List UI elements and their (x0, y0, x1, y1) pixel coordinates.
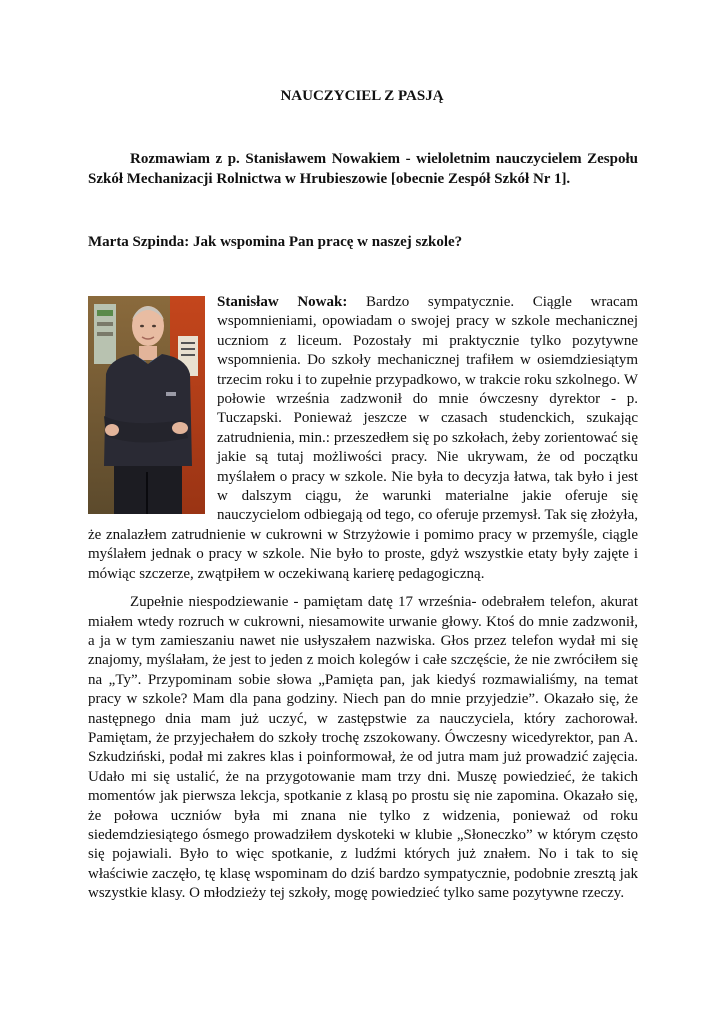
teacher-photo (88, 296, 205, 514)
interview-question: Marta Szpinda: Jak wspomina Pan pracę w naszej szkole? (88, 234, 463, 250)
document-title: NAUCZYCIEL Z PASJĄ (280, 88, 444, 104)
speaker-label: Stanisław Nowak: (217, 294, 348, 310)
answer-paragraph-1: Bardzo sympatycznie. Ciągle wracam wspomnieniami, opowiadam o swojej pracy w szkole mechanicznej uczniom z liceum. Pozostały mi praktycznie tylko pozytywne wspomnienia. Do szkoły mechanicznej trafiłem w osiemdziesiątym trzecim roku i to zupełnie przypadkowo, w trakcie roku szkolnego. W połowie września zadzwonił do mnie ówczesny dyrektor - p. Tuczapski. Ponieważ jeszcze w czasach studenckich, szukając zatrudnienia, min.: przeszedłem się po szkołach, żeby zorientować się jakie są tutaj możliwości pracy. Nie ukrywam, że od początku myślałem o pracy w szkole. Nie była to decyzja łatwa, tak było i jest w dalszym ciągu, że warunki materialne jakie oferuje się nauczycielom odbiegają od tego, co oferuje przemysł. Tak się złożyła, że znalazłem zatrudnienie w cukrowni w Strzyżowie i pomimo pracy w przemyśle, ciągle myślałem jednak o pracy w szkole. Nie było to proste, gdyż wszystkie etaty były zajęte i mówiąc szczerze, zwątpiłem w oczekiwaną karierę pedagogiczną. (88, 294, 639, 582)
answer-paragraph-2: Zupełnie niespodziewanie - pamiętam datę 17 września- odebrałem telefon, akurat miałem wtedy rozruch w cukrowni, niesamowite urwanie głowy. Ktoś do mnie zadzwonił, a ja w tym zamieszaniu nawet nie usłyszałem nazwiska. Głos przez telefon wydał mi się znajomy, myślałam, że jest to jeden z moich kolegów i całe szczęście, że nie zwróciłem się na „Ty”. Przypominam sobie słowa „Pamięta pan, jak kiedyś rozmawialiśmy, na temat pracy w szkole? Mam dla pana godziny. Niech pan do mnie przyjedzie”. Okazało się, że następnego dnia mam już uczyć, w zastępstwie za nauczyciela, który zachorował. Pamiętam, że przyjechałem do szkoły trochę zszokowany. Ówczesny wicedyrektor, pan A. Szkudziński, podał mi zakres klas i poinformował, że od jutra mam już prowadzić zajęcia. Udało mi się ustalić, że na przygotowanie mam trzy dni. Muszę powiedzieć, że takich momentów jak pierwsza lekcja, spotkanie z klasą po prostu się nie zapomina. Okazało się, że połowa uczniów była mi znana nie tylko z widzenia, ponieważ od roku siedemdziesiątego ósmego prowadziłem dyskoteki w klubie „Słoneczko” w którym często się pojawiali. Było to więc spotkanie, z ludźmi których już znałem. No i tak to się właściwie zaczęło, tę klasę wspominam do dziś bardzo sympatycznie, podobnie zresztą jak wszystkie klasy. O młodzieży tej szkoły, mogę powiedzieć tylko same pozytywne rzeczy. (88, 594, 638, 902)
answer-body (88, 293, 638, 904)
intro-paragraph: Rozmawiam z p. Stanisławem Nowakiem - wieloletnim nauczycielem Zespołu Szkół Mechanizacji Rolnictwa w Hrubieszowie [obecnie Zespół Szkół Nr 1]. (88, 151, 638, 187)
